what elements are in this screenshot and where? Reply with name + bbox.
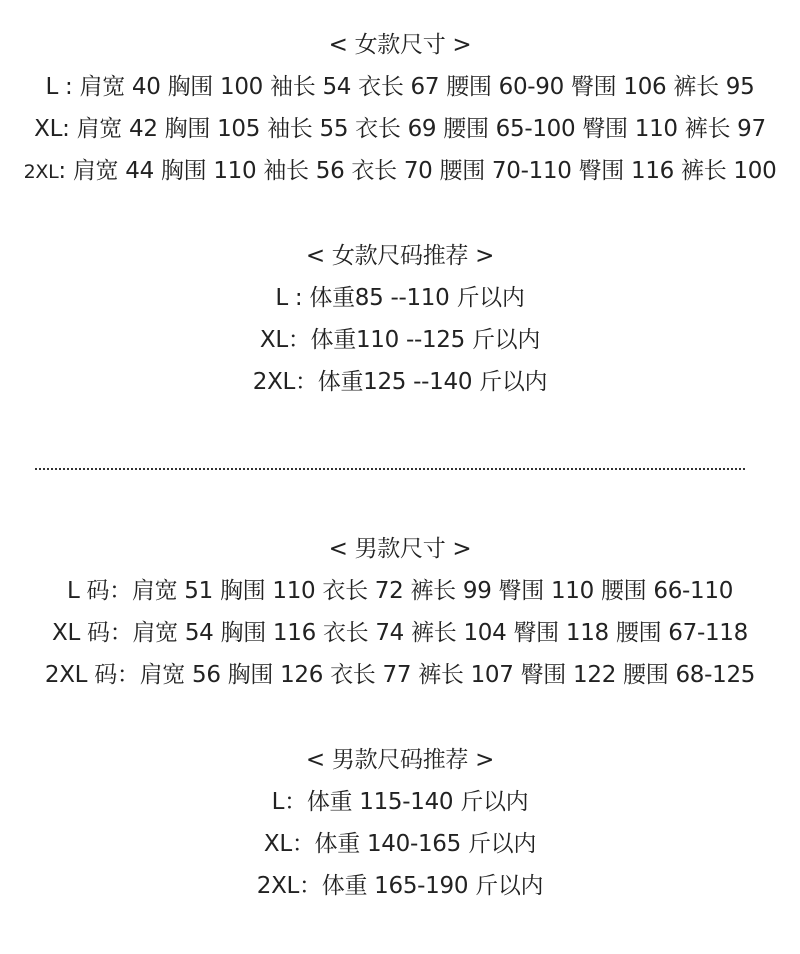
men-size-title: < 男款尺寸 > (328, 536, 472, 562)
men-size-row-xl: XL 码：肩宽 54 胸围 116 衣长 74 裤长 104 臀围 118 腰围 67-118 (52, 620, 748, 646)
section-divider (35, 468, 745, 470)
size-label: L (45, 74, 59, 100)
women-size-title: < 女款尺寸 > (328, 32, 472, 58)
men-recommend-2xl: 2XL：体重 165-190 斤以内 (256, 873, 544, 899)
women-size-row-xl (0, 114, 800, 144)
women-recommend-2xl: 2XL：体重125 --140 斤以内 (252, 369, 548, 395)
men-size-row-l: L 码：肩宽 51 胸围 110 衣长 72 裤长 99 臀围 110 腰围 66-110 (66, 578, 734, 604)
men-recommend-l: L：体重 115-140 斤以内 (271, 789, 529, 815)
women-recommend-title: < 女款尺码推荐 > (305, 243, 495, 269)
women-size-row-l (0, 72, 800, 102)
size-measurements: : 肩宽 40 胸围 100 袖长 54 衣长 67 腰围 60-90 臀围 106 裤长 95 (58, 74, 755, 100)
men-recommend-xl: XL：体重 140-165 斤以内 (263, 831, 537, 857)
size-label: 2XL (23, 161, 59, 183)
women-recommend-xl: XL：体重110 --125 斤以内 (259, 327, 541, 353)
size-measurements: : 肩宽 42 胸围 105 袖长 55 衣长 69 腰围 65-100 臀围 110 裤长 97 (62, 116, 766, 142)
women-recommend-l: L : 体重85 --110 斤以内 (275, 285, 525, 311)
men-size-row-2xl: 2XL 码：肩宽 56 胸围 126 衣长 77 裤长 107 臀围 122 腰围 68-125 (44, 662, 756, 688)
women-size-row-2xl (0, 156, 800, 187)
size-label: XL (34, 116, 63, 142)
men-recommend-title: < 男款尺码推荐 > (305, 747, 495, 773)
size-measurements: : 肩宽 44 胸围 110 袖长 56 衣长 70 腰围 70-110 臀围 116 裤长 100 (58, 158, 777, 184)
